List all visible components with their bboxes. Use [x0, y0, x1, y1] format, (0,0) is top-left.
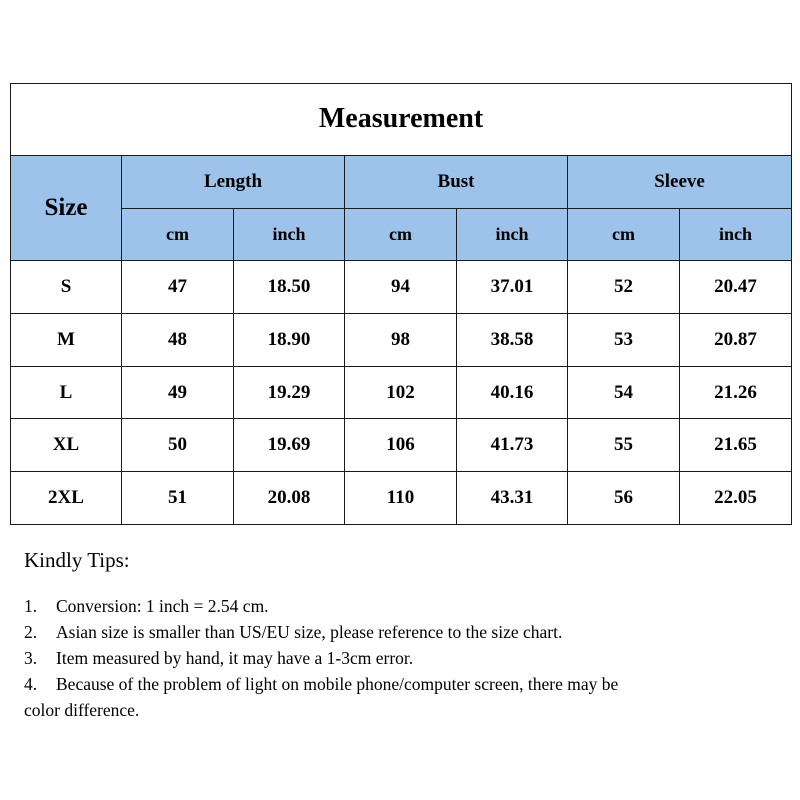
tip-item: [24, 671, 776, 697]
table-cell: 18.90: [234, 314, 345, 367]
table-cell: 56: [568, 472, 680, 525]
table-cell: 22.05: [680, 472, 792, 525]
table-cell: 52: [568, 261, 680, 314]
table-cell: 40.16: [457, 366, 568, 419]
table-cell: 20.08: [234, 472, 345, 525]
table-cell: 18.50: [234, 261, 345, 314]
table-cell: 51: [122, 472, 234, 525]
tips-list: [24, 593, 776, 723]
table-row: [11, 261, 792, 314]
table-cell: 21.26: [680, 366, 792, 419]
sleeve-header: Sleeve: [568, 155, 792, 208]
table-cell: 54: [568, 366, 680, 419]
table-cell: 55: [568, 419, 680, 472]
table-cell: 38.58: [457, 314, 568, 367]
table-cell: 47: [122, 261, 234, 314]
table-cell: 41.73: [457, 419, 568, 472]
table-row: [11, 366, 792, 419]
table-cell: 102: [345, 366, 457, 419]
tip-number: 4.: [24, 674, 38, 694]
table-cell: 37.01: [457, 261, 568, 314]
unit-header: inch: [680, 208, 792, 261]
table-row: [11, 314, 792, 367]
tip-item: [24, 593, 776, 619]
table-cell: 20.47: [680, 261, 792, 314]
table-cell: 43.31: [457, 472, 568, 525]
measurement-table: [10, 83, 792, 525]
size-cell: M: [11, 314, 122, 367]
tip-item: [24, 619, 776, 645]
tip-text: Conversion: 1 inch = 2.54 cm.: [56, 596, 269, 616]
tip-item-continuation: [24, 697, 776, 723]
table-cell: 21.65: [680, 419, 792, 472]
table-cell: 19.29: [234, 366, 345, 419]
tips-section: [24, 548, 776, 723]
unit-header: cm: [345, 208, 457, 261]
table-cell: 48: [122, 314, 234, 367]
tip-item: [24, 645, 776, 671]
tip-text: Because of the problem of light on mobile phone/computer screen, there may be: [56, 674, 619, 694]
unit-header: inch: [234, 208, 345, 261]
table-cell: 110: [345, 472, 457, 525]
unit-header: cm: [122, 208, 234, 261]
table-row: [11, 419, 792, 472]
size-cell: XL: [11, 419, 122, 472]
tip-text-continuation: color difference.: [24, 700, 140, 720]
table-cell: 98: [345, 314, 457, 367]
tip-number: 1.: [24, 596, 38, 616]
bust-header: Bust: [345, 155, 568, 208]
table-title: Measurement: [11, 84, 792, 156]
table-cell: 49: [122, 366, 234, 419]
size-header: Size: [11, 155, 122, 260]
size-cell: L: [11, 366, 122, 419]
table-cell: 106: [345, 419, 457, 472]
tip-number: 2.: [24, 622, 38, 642]
table-cell: 53: [568, 314, 680, 367]
table-cell: 19.69: [234, 419, 345, 472]
tips-title: Kindly Tips:: [24, 548, 130, 572]
table-row: [11, 472, 792, 525]
tip-text: Item measured by hand, it may have a 1-3cm error.: [56, 648, 414, 668]
table-cell: 94: [345, 261, 457, 314]
table-cell: 50: [122, 419, 234, 472]
unit-header: inch: [457, 208, 568, 261]
tip-text: Asian size is smaller than US/EU size, please reference to the size chart.: [56, 622, 563, 642]
size-cell: S: [11, 261, 122, 314]
tip-number: 3.: [24, 648, 38, 668]
unit-header: cm: [568, 208, 680, 261]
length-header: Length: [122, 155, 345, 208]
table-cell: 20.87: [680, 314, 792, 367]
size-cell: 2XL: [11, 472, 122, 525]
